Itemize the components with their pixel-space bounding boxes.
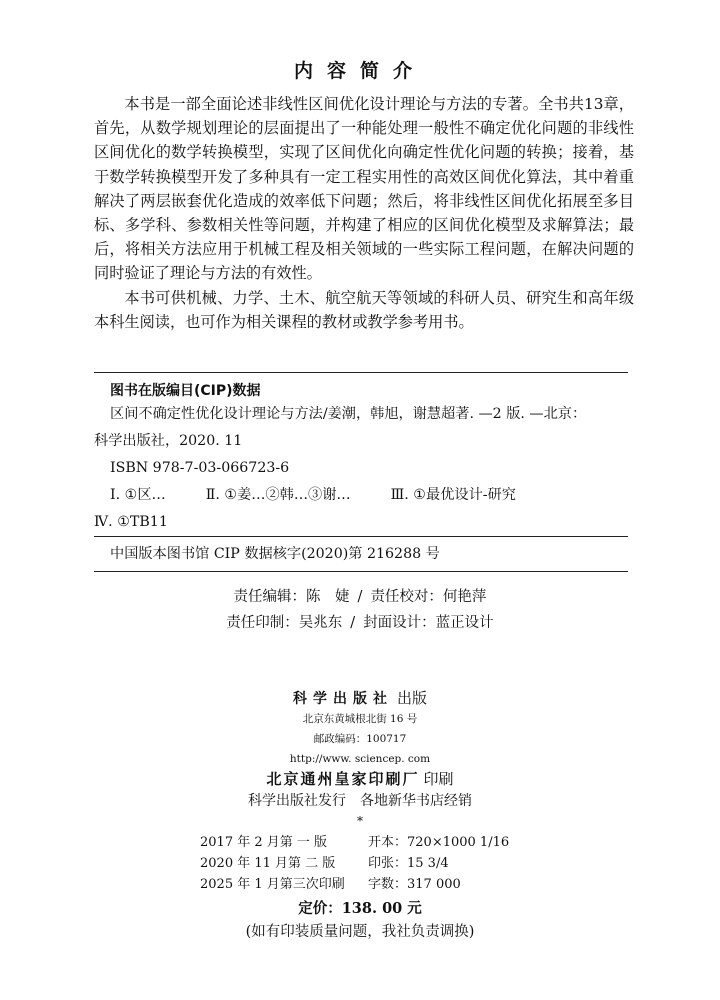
distribution-line: 科学出版社发行 各地新华书店经销 [248, 793, 472, 809]
summary-paragraph-2: 本书可供机械、力学、土木、航空航天等领域的科研人员、研究生和高年级本科生阅读，也可作为相关课程的教材或教学参考用书。 [94, 288, 634, 331]
credits-section [0, 584, 720, 636]
credit-separator: / [357, 589, 363, 605]
page-title: 内容简介 [293, 60, 426, 82]
printer-line [0, 769, 720, 789]
cip-check-number: 中国版本图书馆 CIP 数据核字(2020)第 216288 号 [110, 546, 440, 562]
edition-row [200, 874, 580, 895]
publisher-postcode: 邮政编码：100717 [313, 733, 407, 745]
credit-separator: / [350, 615, 356, 631]
cip-class-1: Ⅰ. ①区… [110, 487, 166, 503]
edition-row [200, 832, 580, 853]
edition-spec: 印张：15 3/4 [368, 856, 449, 871]
cip-heading: 图书在版编目(CIP)数据 [110, 383, 261, 399]
credits-line-2 [0, 610, 720, 636]
cip-bibliographic-line-2: 科学出版社，2020. 11 [94, 433, 243, 449]
credit-proofreader: 责任校对：何艳萍 [370, 589, 487, 605]
credit-cover-design: 封面设计：蓝正设计 [363, 615, 494, 631]
edition-row [200, 853, 580, 874]
edition-date: 2020 年 11 月第 二 版 [200, 856, 336, 871]
credit-editor: 责任编辑：陈 婕 [233, 589, 350, 605]
cip-classification-line-2: Ⅳ. ①TB11 [94, 514, 168, 530]
publisher-line [0, 688, 720, 709]
publisher-url: http://www. sciencep. com [289, 753, 431, 765]
publisher-logo: 科学出版社 [292, 691, 393, 707]
printer-suffix: 印刷 [423, 770, 454, 788]
imprint-section [0, 688, 720, 829]
edition-table [200, 832, 580, 895]
separator-star: * [357, 814, 363, 828]
cip-block [94, 372, 628, 572]
cip-bottom-rule [94, 571, 628, 572]
edition-spec: 字数：317 000 [368, 877, 461, 892]
edition-date: 2017 年 2 月第 一 版 [200, 835, 328, 850]
cip-isbn: ISBN 978-7-03-066723-6 [110, 460, 290, 476]
cip-middle-rule [94, 536, 628, 537]
edition-spec: 开本：720×1000 1/16 [368, 835, 510, 850]
credit-printing-manager: 责任印制：吴兆东 [226, 615, 343, 631]
printer-logo: 北京通州皇家印刷厂 [266, 770, 420, 788]
cip-class-3: Ⅲ. ①最优设计-研究 [390, 487, 516, 503]
publisher-suffix: 出版 [396, 689, 427, 707]
cip-class-2: Ⅱ. ①姜…②韩…③谢… [205, 487, 351, 503]
edition-date: 2025 年 1 月第三次印刷 [200, 877, 345, 892]
cip-top-rule [94, 372, 628, 373]
quality-note: (如有印装质量问题，我社负责调换) [245, 924, 475, 940]
cip-bibliographic-line-1: 区间不确定性优化设计理论与方法/姜潮，韩旭，谢慧超著. —2 版. —北京： [110, 406, 587, 422]
publisher-address: 北京东黄城根北街 16 号 [302, 713, 418, 725]
credits-line-1 [0, 584, 720, 610]
cip-classification-line-1 [110, 482, 628, 509]
summary-paragraph-1: 本书是一部全面论述非线性区间优化设计理论与方法的专著。全书共13章，首先，从数学规划理论的层面提出了一种能处理一般性不确定优化问题的非线性区间优化的数学转换模型，实现了区间优化向确定性优化问题的转换；接着，基于数学转换模型开发了多种具有一定工程实用性的高效区间优化算法，其中着重解决了两层嵌套优化造成的效率低下问题；然后，将非线性区间优化拓展至多目标、多学科、参数相关性等问题，并构建了相应的区间优化模型及求解算法；最后，将相关方法应用于机械工程及相关领域的一些实际工程问题，在解决问题的同时验证了理论与方法的有效性。 [94, 95, 634, 283]
summary-section [94, 92, 634, 334]
price: 定价：138. 00 元 [298, 900, 422, 917]
